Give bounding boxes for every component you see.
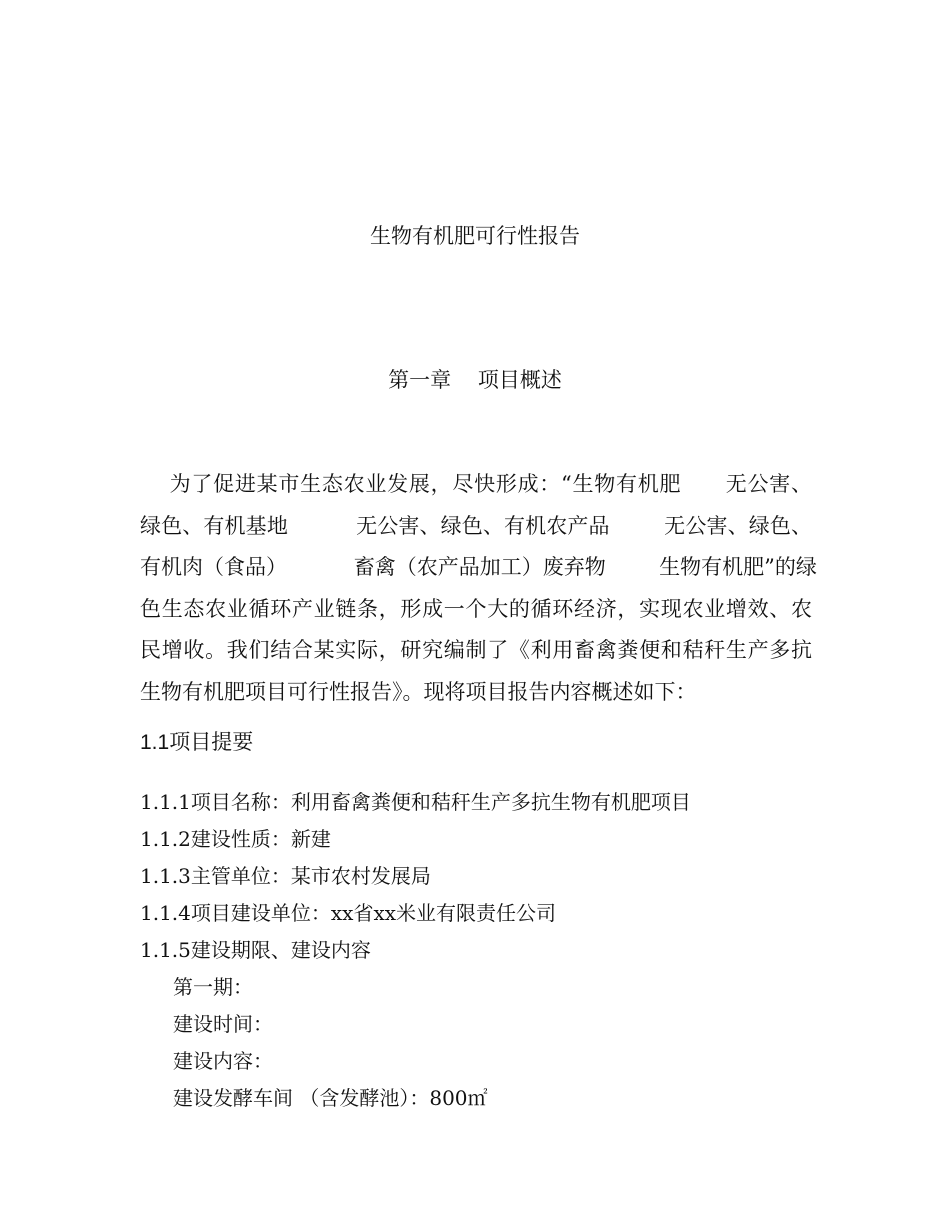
intro-line: 绿色、有机基地 无公害、绿色、有机农产品 无公害、绿色、 <box>140 513 812 538</box>
document-title: 生物有机肥可行性报告 <box>370 224 580 248</box>
list-item: 1.1.1项目名称：利用畜禽粪便和秸秆生产多抗生物有机肥项目 <box>140 790 691 814</box>
section-heading <box>140 726 253 759</box>
intro-paragraph <box>140 464 817 713</box>
chapter-heading: 第一章 项目概述 <box>388 368 562 392</box>
intro-line: 生物有机肥项目可行性报告》。现将项目报告内容概述如下： <box>140 679 697 704</box>
sub-list-item: 建设发酵车间 （含发酵池）：800㎡ <box>173 1086 488 1110</box>
sub-list-item: 建设时间： <box>173 1012 273 1036</box>
list-item: 1.1.2建设性质：新建 <box>140 827 331 851</box>
list-item: 1.1.3主管单位：某市农村发展局 <box>140 864 431 888</box>
intro-line: 民增收。我们结合某实际，研究编制了《利用畜禽粪便和秸秆生产多抗 <box>140 638 812 662</box>
item-list <box>140 784 840 1117</box>
intro-line: 色生态农业循环产业链条，形成一个大的循环经济，实现农业增效、农 <box>140 596 812 621</box>
list-item: 1.1.4项目建设单位：xx省xx米业有限责任公司 <box>140 901 557 925</box>
sub-list-item: 第一期： <box>173 975 253 999</box>
sub-list-item: 建设内容： <box>173 1049 273 1073</box>
section-number: 1.1 <box>140 731 170 754</box>
intro-line: 有机肉（食品） 畜禽（农产品加工）废弃物 生物有机肥”的绿 <box>140 555 817 579</box>
list-item: 1.1.5建设期限、建设内容 <box>140 938 371 962</box>
intro-line: 为了促进某市生态农业发展，尽快形成：“生物有机肥 无公害、 <box>140 472 812 496</box>
section-title: 项目提要 <box>169 730 254 754</box>
